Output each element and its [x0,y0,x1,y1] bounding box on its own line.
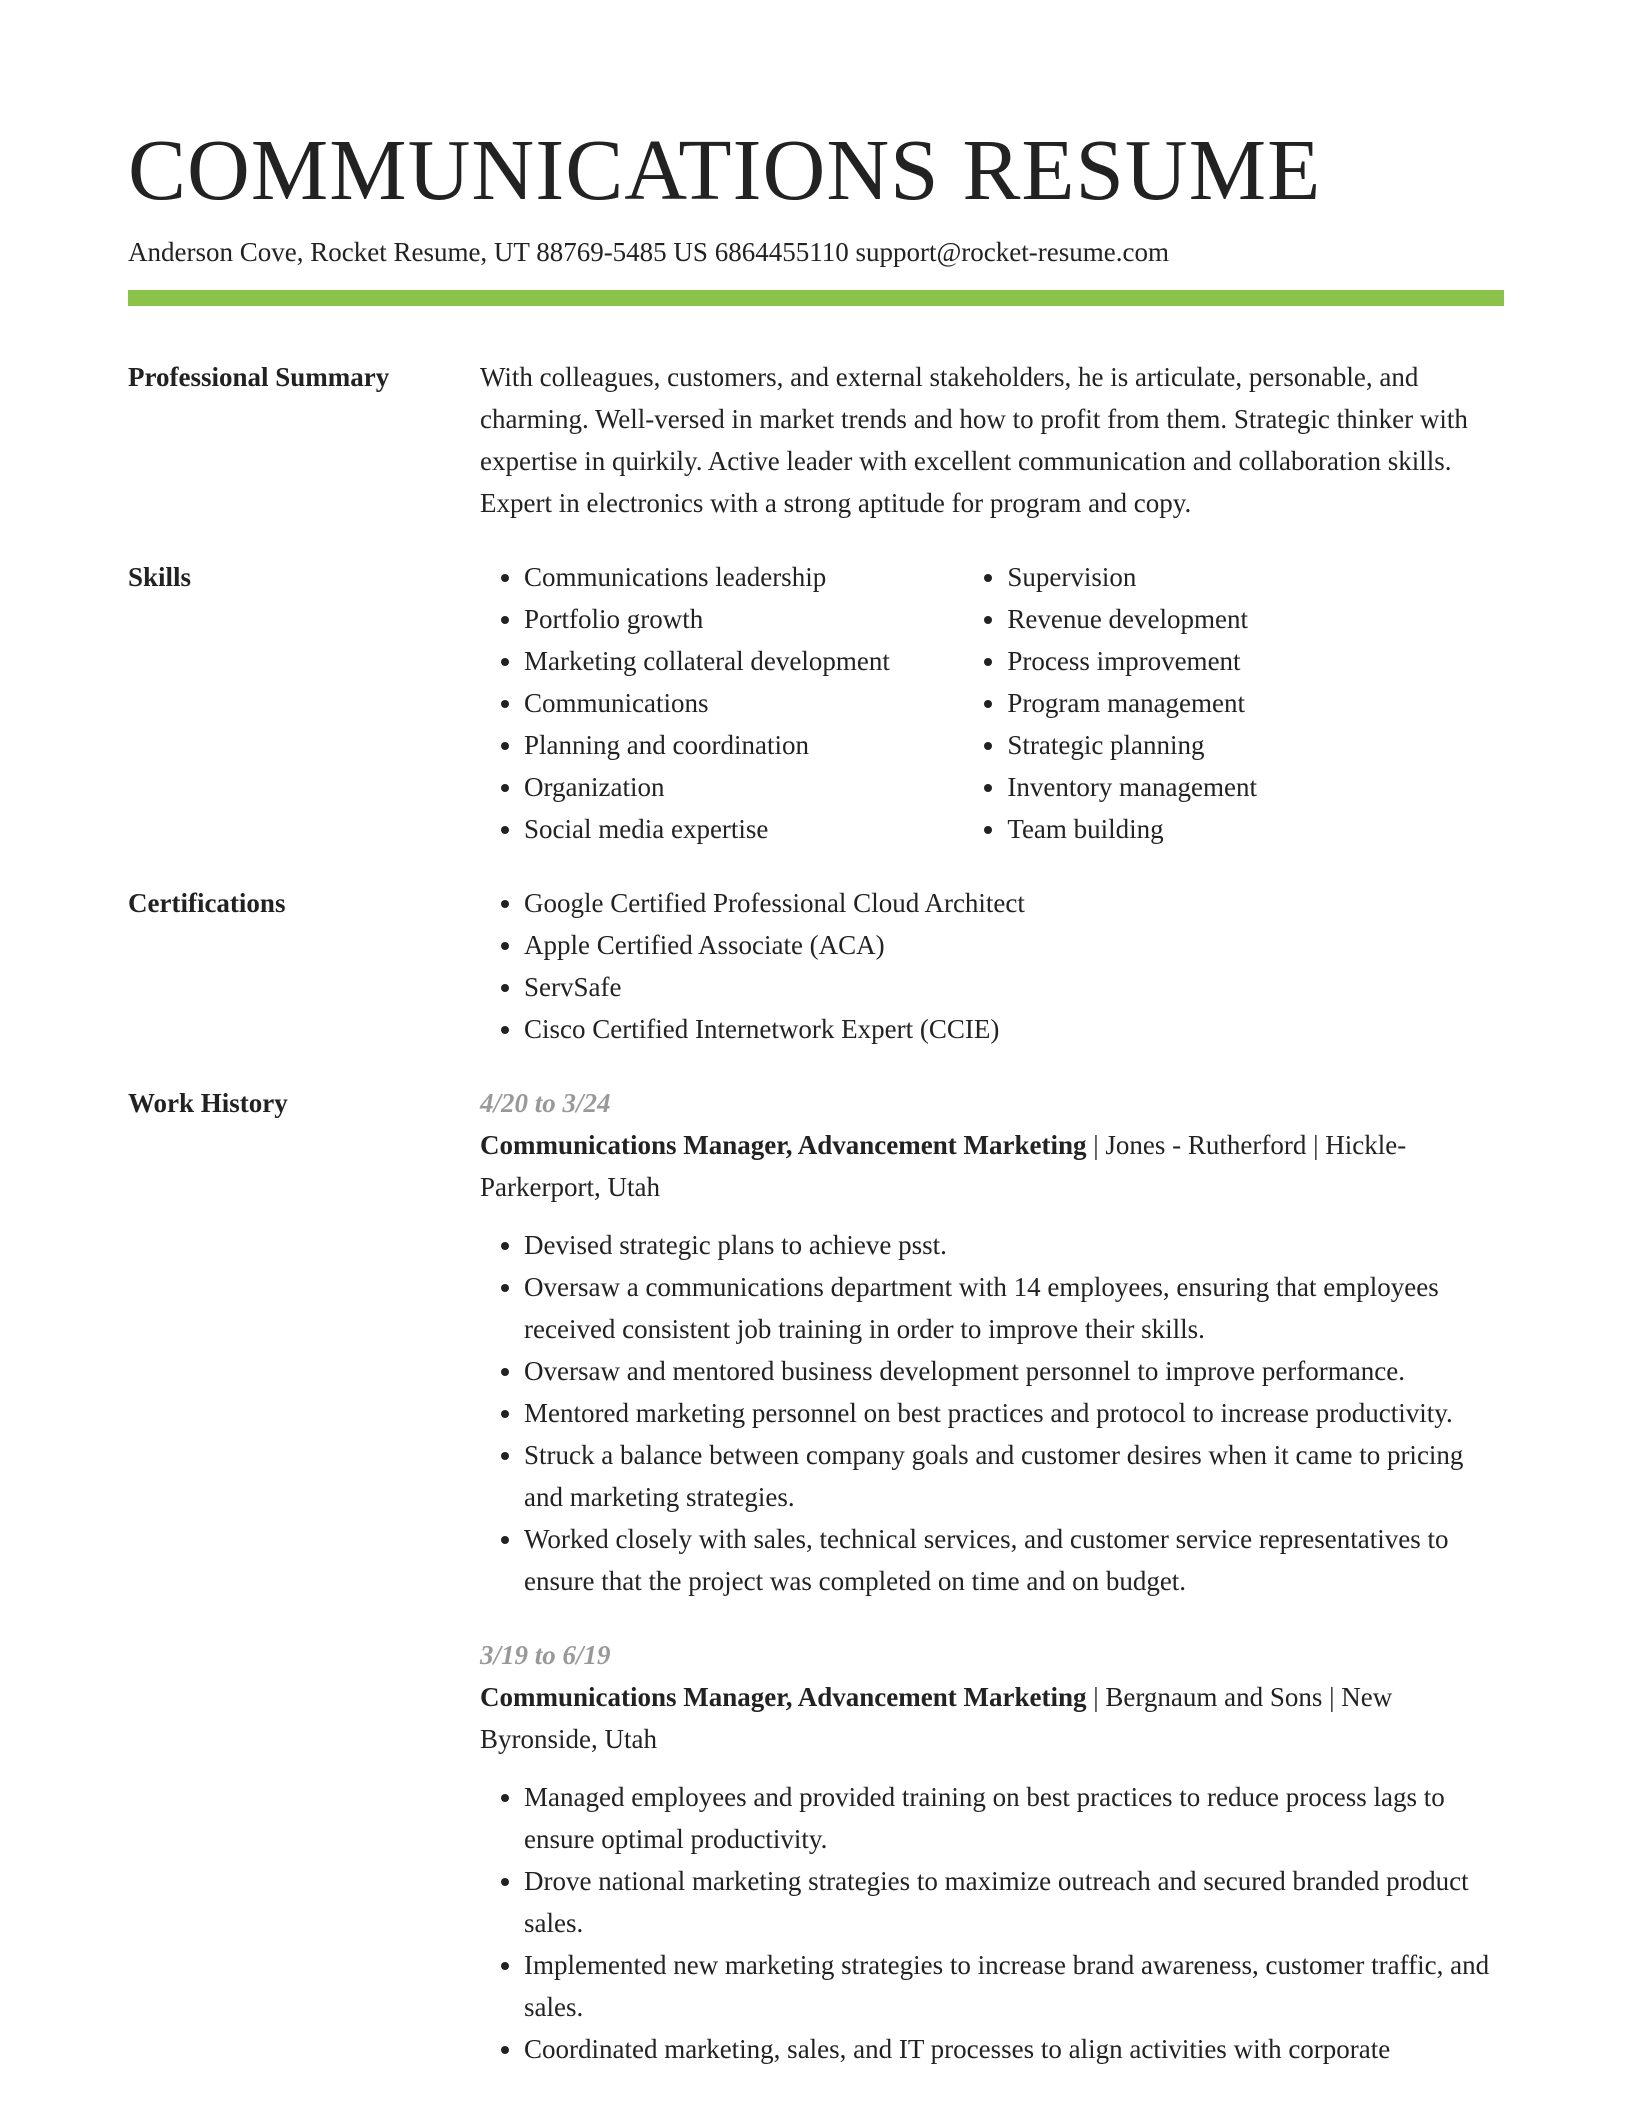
job-bullet: • Worked closely with sales, technical services, and customer service representatives to ensure that the project was completed on time and on budget. [524,1518,1504,1602]
summary-text: With colleagues, customers, and external stakeholders, he is articulate, personable, and charming. Well-versed in market trends and how to profit from them. Strategic thinker with expertise in quirkily. Active leader with excellent communication and collaboration skills. Expert in electronics with a strong aptitude for program and copy. [480,362,1468,518]
job-bullets [480,1776,1504,2070]
job-bullet: • Oversaw and mentored business development personnel to improve performance. [524,1350,1504,1392]
job-title: Communications Manager, Advancement Marketing [480,1130,1087,1160]
job-heading [480,1676,1504,1760]
job-bullet: • Coordinated marketing, sales, and IT processes to align activities with corporate [524,2028,1504,2070]
job-bullet: • Drove national marketing strategies to maximize outreach and secured branded product sales. [524,1860,1504,1944]
job-employer-location: | Jones - Rutherford | Hickle-Parkerport, Utah [480,1130,1407,1202]
skill-item: • Inventory management [1007,766,1504,808]
section-skills [128,556,1504,850]
job-bullet: • Struck a balance between company goals and customer desires when it came to pricing and marketing strategies. [524,1434,1504,1518]
resume-name: COMMUNICATIONS RESUME [128,121,1322,218]
job-dates: 3/19 to 6/19 [480,1640,611,1670]
skills-list-right [963,556,1504,850]
job-bullet: • Managed employees and provided training on best practices to reduce process lags to ensure optimal productivity. [524,1776,1504,1860]
contact-line: Anderson Cove, Rocket Resume, UT 88769-5485 US 6864455110 support@rocket-resume.com [128,237,1169,267]
certifications-list [480,882,1504,1050]
section-professional-summary [128,356,1504,524]
skill-item: • Organization [524,766,963,808]
skill-item: • Strategic planning [1007,724,1504,766]
skill-item: • Supervision [1007,556,1504,598]
skill-item: • Revenue development [1007,598,1504,640]
job-bullet: • Oversaw a communications department with 14 employees, ensuring that employees received consistent job training in order to improve their skills. [524,1266,1504,1350]
skills-columns [480,556,1504,850]
skills-list-left [480,556,963,850]
skill-item: • Planning and coordination [524,724,963,766]
skill-item: • Social media expertise [524,808,963,850]
section-work-history [128,1082,1504,2070]
certification-item: • ServSafe [524,966,1504,1008]
skill-item: • Team building [1007,808,1504,850]
certification-item: • Cisco Certified Internetwork Expert (CCIE) [524,1008,1504,1050]
skill-item: • Program management [1007,682,1504,724]
job-title: Communications Manager, Advancement Marketing [480,1682,1087,1712]
section-title: Work History [128,1088,288,1118]
accent-rule [128,290,1504,306]
skill-item: • Marketing collateral development [524,640,963,682]
job-bullets [480,1224,1504,1602]
skill-item: • Communications [524,682,963,724]
section-body [480,356,1504,524]
skill-item: • Process improvement [1007,640,1504,682]
section-title: Professional Summary [128,362,390,392]
certification-item: • Apple Certified Associate (ACA) [524,924,1504,966]
job-bullet: • Mentored marketing personnel on best practices and protocol to increase productivity. [524,1392,1504,1434]
section-title: Certifications [128,888,286,918]
section-body [480,1082,1504,2070]
job-dates: 4/20 to 3/24 [480,1088,611,1118]
job-bullet: • Devised strategic plans to achieve psst. [524,1224,1504,1266]
job-heading [480,1124,1504,1208]
section-certifications [128,882,1504,1050]
section-title: Skills [128,562,192,592]
skill-item: • Communications leadership [524,556,963,598]
certification-item: • Google Certified Professional Cloud Architect [524,882,1504,924]
job-employer-location: | Bergnaum and Sons | New Byronside, Utah [480,1682,1393,1754]
job-entry [480,1634,1504,2070]
section-body [480,882,1504,1050]
job-bullet: • Implemented new marketing strategies to increase brand awareness, customer traffic, and sales. [524,1944,1504,2028]
job-entry [480,1082,1504,1602]
skill-item: • Portfolio growth [524,598,963,640]
